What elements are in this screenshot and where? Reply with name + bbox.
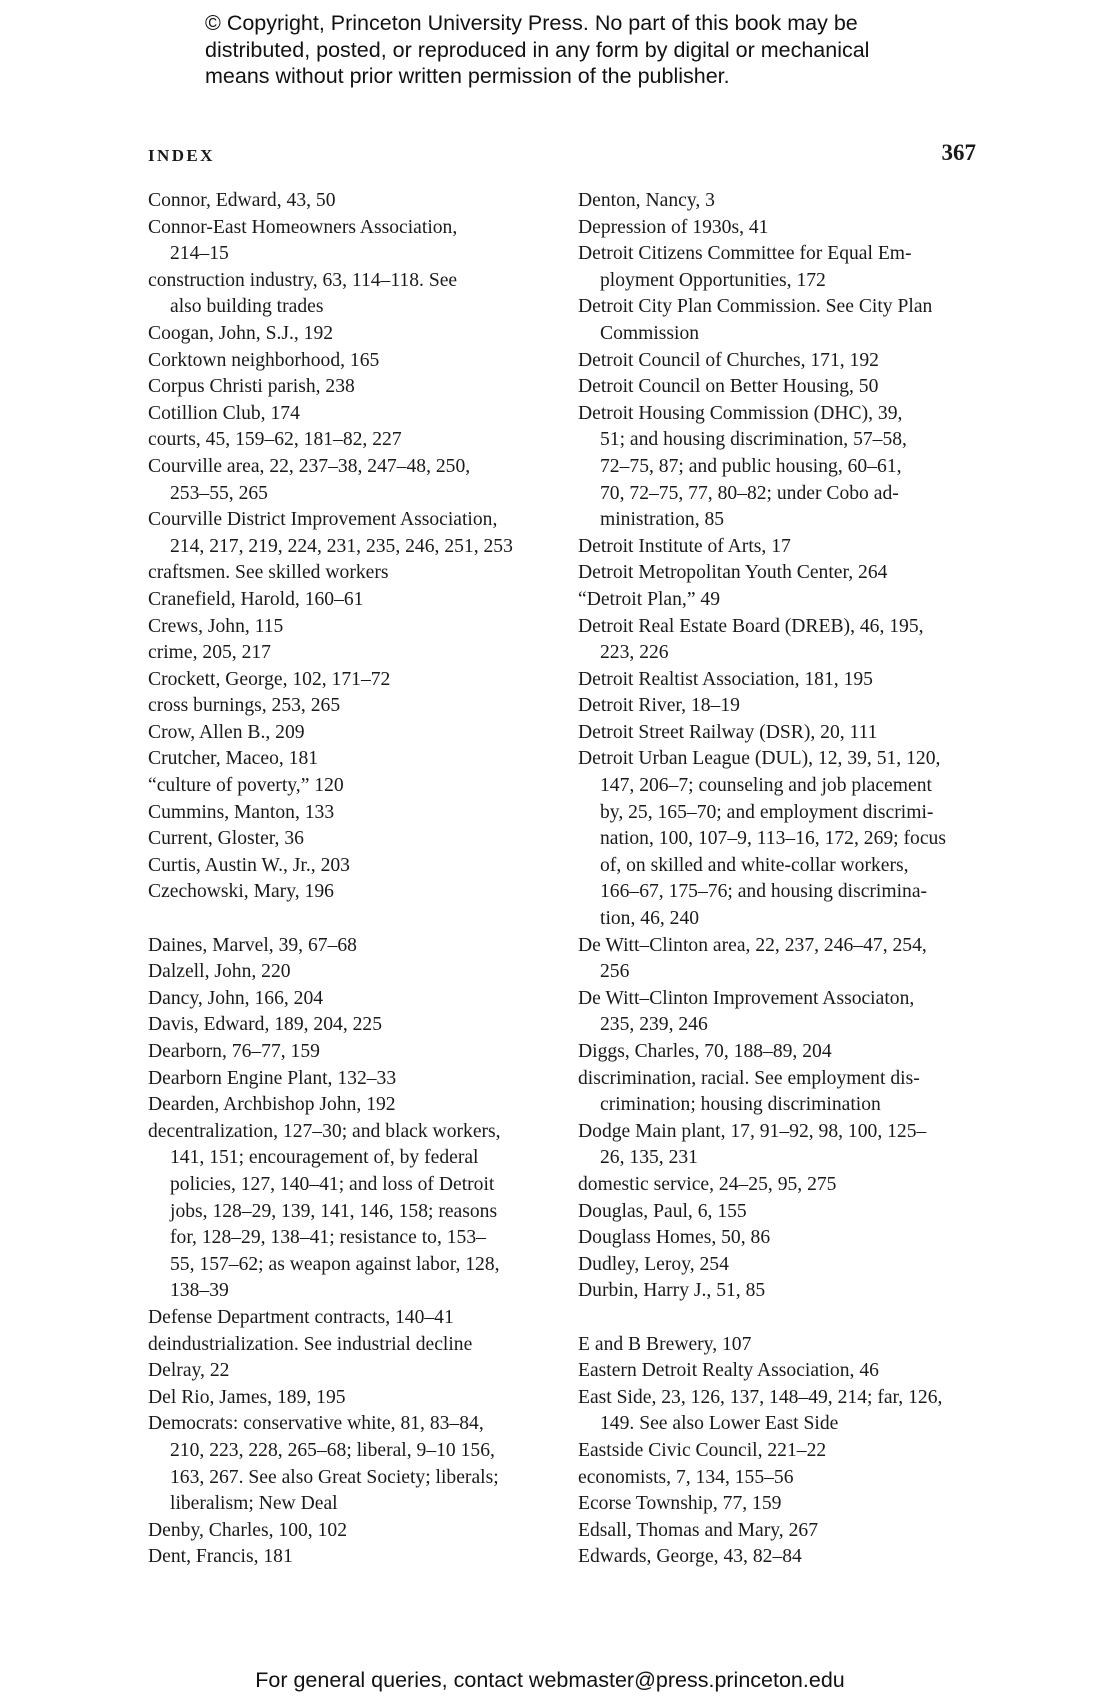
index-entry-continuation: 214–15 xyxy=(170,243,229,265)
index-entry: Detroit Urban League (DUL), 12, 39, 51, 120, xyxy=(578,748,941,770)
copyright-line: means without prior written permission of the publisher. xyxy=(205,64,730,88)
index-entry: Detroit Realtist Association, 181, 195 xyxy=(578,668,873,690)
running-head xyxy=(148,140,976,172)
index-entry-continuation: Commission xyxy=(600,322,700,344)
index-entry: Connor, Edward, 43, 50 xyxy=(148,190,336,211)
index-entry-continuation: liberalism; New Deal xyxy=(170,1493,338,1515)
index-entry: Detroit Council of Churches, 171, 192 xyxy=(578,349,879,371)
index-entry: Denton, Nancy, 3 xyxy=(578,190,715,211)
index-entry: Ecorse Township, 77, 159 xyxy=(578,1493,782,1515)
index-entry: Detroit Real Estate Board (DREB), 46, 195, xyxy=(578,615,924,637)
index-entry: East Side, 23, 126, 137, 148–49, 214; far, 126, xyxy=(578,1386,943,1408)
index-entry: Del Rio, James, 189, 195 xyxy=(148,1386,346,1408)
index-entry-continuation: 149. See also Lower East Side xyxy=(600,1413,839,1435)
index-entry: Defense Department contracts, 140–41 xyxy=(148,1306,454,1328)
index-entry: Detroit Housing Commission (DHC), 39, xyxy=(578,402,903,424)
index-entry: Douglass Homes, 50, 86 xyxy=(578,1227,771,1249)
index-entry: Connor-East Homeowners Association, xyxy=(148,216,458,238)
index-entry-continuation: 163, 267. See also Great Society; liberals; xyxy=(170,1466,499,1488)
index-entry: Dudley, Leroy, 254 xyxy=(578,1253,729,1275)
index-entry-continuation: 72–75, 87; and public housing, 60–61, xyxy=(600,455,902,477)
index-entry: Detroit City Plan Commission. See City Plan xyxy=(578,296,933,318)
index-entry: domestic service, 24–25, 95, 275 xyxy=(578,1173,837,1195)
copyright-line: distributed, posted, or reproduced in any form by digital or mechanical xyxy=(205,37,870,62)
index-entry-continuation: 210, 223, 228, 265–68; liberal, 9–10 156, xyxy=(170,1439,495,1461)
index-entry: Crutcher, Maceo, 181 xyxy=(148,748,319,770)
index-entry: Curtis, Austin W., Jr., 203 xyxy=(148,854,350,876)
index-entry: Davis, Edward, 189, 204, 225 xyxy=(148,1014,383,1036)
index-entry-continuation: ployment Opportunities, 172 xyxy=(600,269,826,291)
index-entry: Czechowski, Mary, 196 xyxy=(148,881,334,903)
index-entry: Dancy, John, 166, 204 xyxy=(148,987,324,1009)
index-entry: Detroit Council on Better Housing, 50 xyxy=(578,376,879,398)
index-entry: Eastern Detroit Realty Association, 46 xyxy=(578,1360,879,1382)
index-entry: Denby, Charles, 100, 102 xyxy=(148,1519,347,1541)
running-title: INDEX xyxy=(148,146,215,165)
index-entry-continuation: 26, 135, 231 xyxy=(600,1147,698,1169)
index-entry-continuation: nation, 100, 107–9, 113–16, 172, 269; focus xyxy=(600,828,946,850)
index-entry: Corktown neighborhood, 165 xyxy=(148,349,380,371)
index-entry-continuation: 51; and housing discrimination, 57–58, xyxy=(600,429,907,451)
index-entry: Cranefield, Harold, 160–61 xyxy=(148,588,364,610)
index-column-left xyxy=(148,188,548,1571)
index-entry-continuation: 55, 157–62; as weapon against labor, 128, xyxy=(170,1253,500,1275)
letter-section-gap xyxy=(578,1305,988,1332)
index-entry: Detroit Citizens Committee for Equal Em- xyxy=(578,243,912,265)
index-entry-continuation: 147, 206–7; counseling and job placement xyxy=(600,775,932,797)
index-entry: Diggs, Charles, 70, 188–89, 204 xyxy=(578,1041,832,1062)
index-entry-continuation: 256 xyxy=(600,961,630,983)
index-entry: Cotillion Club, 174 xyxy=(148,402,300,424)
index-entry-continuation: by, 25, 165–70; and employment discrimi- xyxy=(600,801,934,823)
index-entry: economists, 7, 134, 155–56 xyxy=(578,1466,794,1488)
index-entry: E and B Brewery, 107 xyxy=(578,1333,752,1355)
index-entry: Detroit Metropolitan Youth Center, 264 xyxy=(578,562,888,584)
index-entry: Coogan, John, S.J., 192 xyxy=(148,322,334,344)
index-entry: Edsall, Thomas and Mary, 267 xyxy=(578,1519,818,1541)
index-entry: Corpus Christi parish, 238 xyxy=(148,376,355,398)
index-entry-continuation: also building trades xyxy=(170,296,324,318)
index-entry: craftsmen. See skilled workers xyxy=(148,562,389,584)
index-entry: Detroit Street Railway (DSR), 20, 111 xyxy=(578,721,878,743)
index-entry: Dearborn, 76–77, 159 xyxy=(148,1041,320,1062)
index-entry: “culture of poverty,” 120 xyxy=(148,775,344,797)
index-entry-continuation: 223, 226 xyxy=(600,642,669,664)
index-entry: Democrats: conservative white, 81, 83–84, xyxy=(148,1413,484,1435)
index-entry: Detroit Institute of Arts, 17 xyxy=(578,535,791,557)
index-entry: Douglas, Paul, 6, 155 xyxy=(578,1200,747,1222)
index-entry: courts, 45, 159–62, 181–82, 227 xyxy=(148,429,402,451)
index-entry: Dent, Francis, 181 xyxy=(148,1546,293,1568)
index-entry-continuation: 235, 239, 246 xyxy=(600,1014,708,1036)
index-entry: Dearden, Archbishop John, 192 xyxy=(148,1094,396,1116)
index-entry: Eastside Civic Council, 221–22 xyxy=(578,1439,827,1461)
index-entry-continuation: 166–67, 175–76; and housing discrimina- xyxy=(600,881,928,903)
index-entry-continuation: 138–39 xyxy=(170,1280,229,1302)
index-entry: Crockett, George, 102, 171–72 xyxy=(148,668,391,690)
index-entry: Cummins, Manton, 133 xyxy=(148,801,335,823)
letter-section-gap xyxy=(148,906,548,933)
index-entry: “Detroit Plan,” 49 xyxy=(578,588,721,610)
index-entry: Dalzell, John, 220 xyxy=(148,961,291,983)
index-entry: Daines, Marvel, 39, 67–68 xyxy=(148,934,357,956)
index-entry: Depression of 1930s, 41 xyxy=(578,216,769,238)
index-entry: Crews, John, 115 xyxy=(148,615,284,637)
index-entry: Dodge Main plant, 17, 91–92, 98, 100, 125– xyxy=(578,1120,927,1142)
index-entry: Edwards, George, 43, 82–84 xyxy=(578,1546,802,1568)
index-entry: Courville District Improvement Association, xyxy=(148,509,498,531)
index-entry: Detroit River, 18–19 xyxy=(578,695,740,717)
index-entry-continuation: crimination; housing discrimination xyxy=(600,1094,881,1116)
index-entry-continuation: 70, 72–75, 77, 80–82; under Cobo ad- xyxy=(600,482,899,504)
copyright-line: © Copyright, Princeton University Press. No part of this book may be xyxy=(205,11,858,35)
index-entry-continuation: 141, 151; encouragement of, by federal xyxy=(170,1147,479,1169)
copyright-notice xyxy=(205,10,965,90)
index-entry: Durbin, Harry J., 51, 85 xyxy=(578,1280,766,1302)
index-entry: Crow, Allen B., 209 xyxy=(148,721,305,743)
index-entry: decentralization, 127–30; and black workers, xyxy=(148,1120,501,1142)
index-entry-continuation: for, 128–29, 138–41; resistance to, 153– xyxy=(170,1227,486,1249)
index-entry: Courville area, 22, 237–38, 247–48, 250, xyxy=(148,455,471,477)
index-entry: De Witt–Clinton Improvement Associaton, xyxy=(578,987,915,1009)
index-entry-continuation: jobs, 128–29, 139, 141, 146, 158; reasons xyxy=(170,1200,498,1222)
index-entry-continuation: tion, 46, 240 xyxy=(600,908,700,930)
index-entry: deindustrialization. See industrial decline xyxy=(148,1333,473,1355)
index-entry: discrimination, racial. See employment dis- xyxy=(578,1067,920,1089)
index-entry: Dearborn Engine Plant, 132–33 xyxy=(148,1067,397,1089)
footer-contact: For general queries, contact webmaster@press.princeton.edu xyxy=(255,1668,845,1692)
index-entry-continuation: 214, 217, 219, 224, 231, 235, 246, 251, 253 xyxy=(170,535,513,557)
index-entry: construction industry, 63, 114–118. See xyxy=(148,269,458,291)
index-entry-continuation: 253–55, 265 xyxy=(170,482,268,504)
index-entry-continuation: policies, 127, 140–41; and loss of Detroit xyxy=(170,1173,495,1195)
index-entry: Delray, 22 xyxy=(148,1360,230,1382)
index-entry: Current, Gloster, 36 xyxy=(148,828,304,850)
index-column-right xyxy=(578,188,988,1571)
index-entry-continuation: of, on skilled and white-collar workers, xyxy=(600,854,909,876)
index-entry: cross burnings, 253, 265 xyxy=(148,695,341,717)
page-number: 367 xyxy=(941,140,976,165)
index-entry: crime, 205, 217 xyxy=(148,642,271,664)
index-entry: De Witt–Clinton area, 22, 237, 246–47, 254, xyxy=(578,934,927,956)
index-entry-continuation: ministration, 85 xyxy=(600,509,725,531)
